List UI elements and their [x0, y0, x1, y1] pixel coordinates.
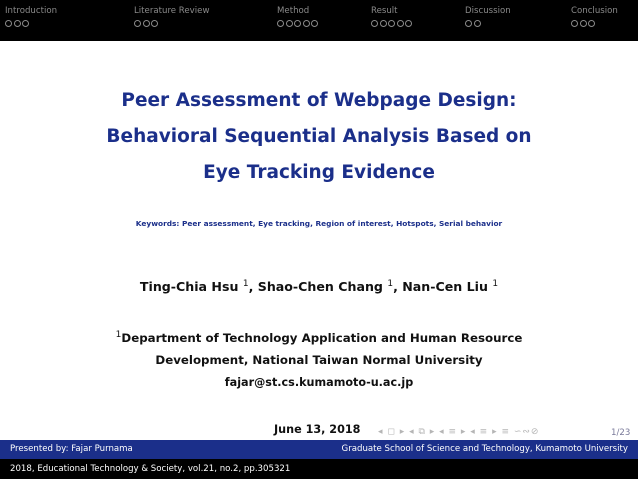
author-separator: ,	[248, 279, 254, 295]
nav-dots[interactable]	[571, 20, 618, 27]
footer-institution: Graduate School of Science and Technology, Kumamoto University	[341, 444, 628, 454]
nav-dot[interactable]	[286, 20, 293, 27]
nav-dot[interactable]	[580, 20, 587, 27]
footer-presenter: Presented by: Fajar Purnama	[10, 444, 133, 454]
keywords: Keywords: Peer assessment, Eye tracking, Region of interest, Hotspots, Serial behavior	[135, 219, 503, 228]
nav-dot[interactable]	[380, 20, 387, 27]
nav-section-literature-review[interactable]	[134, 6, 209, 27]
presentation-date: June 13, 2018	[274, 423, 361, 436]
title-line-2: Behavioral Sequential Analysis Based on	[106, 126, 532, 147]
nav-dot[interactable]	[151, 20, 158, 27]
author-name: Shao-Chen Chang	[257, 279, 383, 295]
nav-dot[interactable]	[474, 20, 481, 27]
affiliation-line-2: Development, National Taiwan Normal University	[155, 352, 483, 367]
nav-dot[interactable]	[571, 20, 578, 27]
nav-section-conclusion[interactable]	[571, 6, 618, 27]
author-affiliation-mark: 1	[492, 279, 499, 289]
nav-dot[interactable]	[5, 20, 12, 27]
nav-section-discussion[interactable]	[465, 6, 511, 27]
nav-dots[interactable]	[277, 20, 320, 27]
nav-section-label: Discussion	[465, 6, 511, 16]
nav-dots[interactable]	[465, 20, 511, 27]
beamer-navigation-controls[interactable]: ◂ ◻ ▸ ◂ ⧉ ▸ ◂ ≡ ▸ ◂ ≡ ▸ ≡ ∽∾⊘	[378, 427, 540, 437]
author-affiliation-mark: 1	[387, 279, 394, 289]
nav-section-introduction[interactable]	[5, 6, 57, 27]
nav-dot[interactable]	[22, 20, 29, 27]
nav-dots[interactable]	[371, 20, 414, 27]
nav-dot[interactable]	[14, 20, 21, 27]
title-line-1: Peer Assessment of Webpage Design:	[121, 90, 517, 111]
section-navbar	[0, 0, 638, 41]
nav-dot[interactable]	[405, 20, 412, 27]
nav-dots[interactable]	[5, 20, 57, 27]
nav-dot[interactable]	[588, 20, 595, 27]
footer-citation-bar	[0, 459, 638, 479]
author-list	[60, 279, 578, 294]
nav-dot[interactable]	[397, 20, 404, 27]
affiliation-line-1: $^1$Department of Technology Application and Human Resource	[115, 330, 523, 345]
author-name: Ting-Chia Hsu	[139, 279, 239, 295]
slide-title	[60, 83, 578, 191]
nav-dot[interactable]	[294, 20, 301, 27]
contact-email: fajar@st.cs.kumamoto-u.ac.jp	[224, 376, 414, 389]
nav-dot[interactable]	[303, 20, 310, 27]
nav-section-method[interactable]	[277, 6, 320, 27]
nav-section-label: Method	[277, 6, 310, 16]
footer-citation: 2018, Educational Technology & Society, vol.21, no.2, pp.305321	[10, 464, 291, 474]
author-separator: ,	[393, 279, 398, 295]
author-name: Nan-Cen Liu	[402, 279, 488, 295]
nav-dot[interactable]	[143, 20, 150, 27]
nav-section-result[interactable]	[371, 6, 414, 27]
nav-dots[interactable]	[134, 20, 209, 27]
nav-dot[interactable]	[371, 20, 378, 27]
nav-section-label: Conclusion	[571, 6, 618, 16]
title-line-3: Eye Tracking Evidence	[203, 162, 435, 183]
nav-dot[interactable]	[277, 20, 284, 27]
affiliation	[60, 324, 578, 371]
nav-section-label: Literature Review	[134, 6, 210, 16]
nav-section-label: Introduction	[5, 6, 58, 16]
affiliation-mark: 1	[115, 330, 122, 340]
nav-dot[interactable]	[465, 20, 472, 27]
nav-dot[interactable]	[388, 20, 395, 27]
page-number: 1/23	[611, 428, 631, 438]
nav-dot[interactable]	[134, 20, 141, 27]
nav-section-label: Result	[371, 6, 398, 16]
footer-presenter-bar	[0, 440, 638, 459]
nav-dot[interactable]	[311, 20, 318, 27]
author-affiliation-mark: 1	[242, 279, 249, 289]
